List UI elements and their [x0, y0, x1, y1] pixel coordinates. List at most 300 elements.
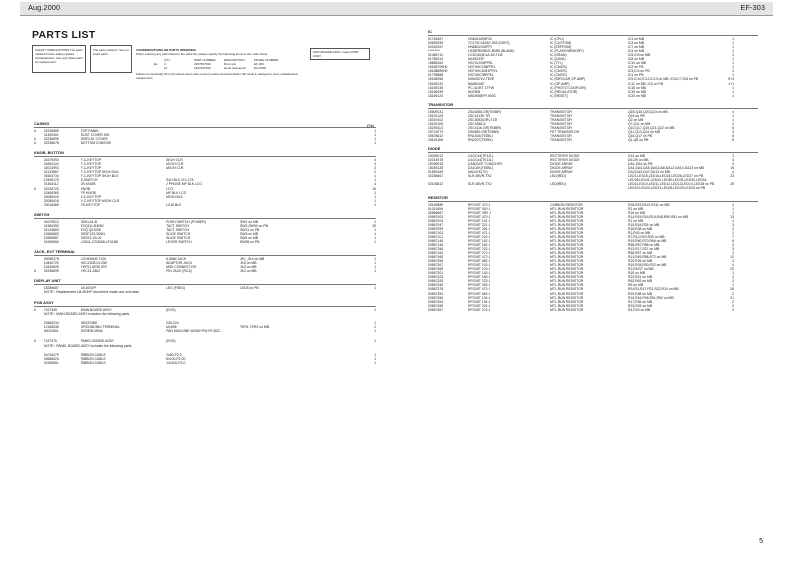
quantity: 4	[374, 158, 376, 163]
ordering-cell: 2347547000	[194, 66, 211, 71]
location: IC20 on MB	[628, 93, 646, 98]
description: RPC05T 472 J	[468, 255, 491, 260]
part-number: 02065415	[43, 194, 59, 199]
description: DA102K(TE85L)	[468, 166, 493, 171]
specification: IC (CMOS)	[550, 65, 567, 70]
location: TER1,TER2 on MB	[239, 325, 270, 330]
specification: MTL.RUN RESISTOR	[550, 275, 584, 280]
quantity: 29	[372, 223, 376, 228]
part-number: 02339561	[43, 360, 59, 365]
section-title: PCB ASSY	[34, 301, 376, 307]
section-title: CASING	[34, 122, 376, 128]
quantity: 1	[374, 339, 376, 344]
part-number: 02016369	[43, 202, 59, 207]
safety-mark	[34, 240, 44, 244]
quantity: 2	[732, 69, 734, 74]
part-number: *********	[428, 49, 440, 54]
specification: TACT SWITCH	[166, 223, 189, 228]
part-number: 15168396	[428, 77, 444, 82]
parts-section	[34, 213, 376, 244]
quantity: 1	[732, 57, 734, 62]
quantity: 8	[732, 133, 734, 138]
location: IC1 on PB	[628, 73, 644, 78]
description: RPC05T 104 J	[468, 295, 491, 300]
specification: TRANSISTOR	[550, 138, 572, 143]
part-number: 00567301	[428, 271, 444, 276]
description: LS001-C22DAB-LF415B	[80, 239, 118, 244]
description: YKF51-5039 2PZ	[80, 265, 107, 270]
specification: MTL.RUN RESISTOR	[550, 242, 584, 247]
description: RPC05T 154 J	[468, 299, 491, 304]
specification: IC (REGULATOR)	[550, 89, 578, 94]
left-parts-column	[34, 122, 376, 365]
description: FP-KNOB	[80, 190, 96, 195]
part-number: 00096378	[43, 257, 59, 262]
location	[240, 203, 366, 207]
description: 2SC3356-A	[468, 121, 486, 126]
description: RPC05T 272 J	[468, 251, 491, 256]
part-number: 00567467	[428, 307, 444, 312]
description: RPC05T 123 J	[468, 267, 491, 272]
specification: LED(RED)	[550, 174, 567, 179]
specification: MTL.RUN RESISTOR	[550, 234, 584, 239]
location: IC1 on MB	[628, 37, 645, 41]
header-model: EF-303	[740, 3, 765, 12]
location: R18,R38 on MB	[628, 226, 653, 231]
safety-mark	[34, 203, 44, 207]
specification: IC (TTL)	[550, 61, 563, 66]
quantity: 1	[374, 174, 376, 179]
quantity: 2	[732, 53, 734, 58]
quantity: 1	[374, 231, 376, 236]
quantity: 3	[732, 222, 734, 227]
part-row	[34, 141, 376, 145]
quantity: 4	[732, 162, 734, 167]
part-number: 13440720	[43, 261, 59, 266]
quantity: 7	[732, 234, 734, 239]
quantity: 4	[732, 263, 734, 268]
section-title: DIODE	[428, 147, 758, 153]
part-number: 01679490	[43, 158, 59, 163]
parts-section	[34, 122, 376, 145]
part-number: 02236667	[428, 174, 444, 179]
specification: TRANSISTOR	[550, 113, 572, 118]
location: R1 on MB	[628, 218, 644, 223]
quantity: 4	[732, 158, 734, 163]
specification: MTL.RUN RESISTOR	[550, 279, 584, 284]
location: LED28,LED41,LED42,LED30,LED31,LED33,LED34,	[628, 178, 708, 183]
description: SLR-56VR-TX2	[468, 174, 492, 179]
part-number: 15609131	[428, 109, 444, 114]
location: Q1B,Q15,Q20,Q23 on MB	[628, 109, 668, 114]
location: SW31 on PB	[239, 227, 260, 232]
part-number: 00567325	[428, 279, 444, 284]
specification: TRANSISTOR	[550, 109, 572, 114]
quantity: 1	[374, 190, 376, 195]
part-number: 00567003	[428, 214, 444, 219]
description: RPC05T 274 J	[468, 307, 491, 312]
specification: IC (CMOS)	[550, 73, 567, 78]
quantity: 2	[732, 307, 734, 312]
description: MA147K(TX)	[468, 170, 488, 175]
location: R15 on MB	[628, 271, 645, 276]
description: DISPLAY COVER	[80, 137, 108, 142]
quantity: 1	[732, 37, 734, 41]
part-number: 15719270	[428, 129, 444, 134]
ordering-cell: DA-015D	[254, 66, 267, 71]
description: HEATSINK	[80, 321, 98, 326]
part-number	[428, 186, 468, 190]
location: Q7,Q11 on MB	[628, 121, 651, 126]
part-number: 01893169	[428, 170, 444, 175]
part-number: 15169123	[428, 93, 444, 98]
quantity: 1	[374, 202, 376, 207]
location	[240, 339, 366, 343]
location: R56,R57 on MB	[628, 251, 653, 256]
part-number: 00678612	[428, 133, 444, 138]
quantity: 1	[374, 308, 376, 313]
description: U1GC44(TE12L)	[468, 154, 494, 159]
part-number: 02236678	[43, 141, 59, 146]
quantity: 1	[374, 269, 376, 274]
part-number: 01795888	[428, 73, 444, 78]
specification: TRANSISTOR	[550, 117, 572, 122]
description: F-C-KEYTOP	[80, 162, 102, 167]
description: BA6604AF	[468, 81, 485, 86]
part-number: 15119108	[428, 121, 443, 126]
description: HEC2305-01-050	[80, 261, 108, 266]
part-number: 00567356	[428, 259, 444, 264]
location: R16 on MB	[628, 210, 645, 215]
part-number: 7167349	[43, 308, 57, 313]
page-number: 5	[759, 538, 763, 545]
part-number: 00567459	[428, 303, 444, 308]
description: LH28F800BVE-BV85 (BLANK)	[468, 49, 515, 54]
section-title: RESISTOR	[428, 196, 758, 202]
location: R3,R5,R7 on MB	[628, 267, 654, 272]
location: Q10,Q17,Q19,Q21,Q22 on MB	[628, 125, 675, 130]
part-row	[34, 240, 376, 244]
specification: LED(RED)	[550, 182, 567, 187]
part-number: 00567369	[428, 267, 444, 272]
location: R18,R19,R110,R111 on MB	[628, 202, 670, 207]
location: D13 on MB	[628, 154, 645, 159]
location: SW4 on MB	[239, 235, 259, 240]
description: YKC21-3362	[80, 269, 101, 274]
ordering-title: CONSIDERATIONS ON PARTS ORDERING	[136, 48, 197, 52]
description: KNOB	[80, 186, 91, 191]
description: AN7805	[468, 89, 481, 94]
location: R17,R36 on MB	[628, 299, 653, 304]
part-number: 15119128	[428, 113, 443, 118]
quantity: 2	[732, 230, 734, 235]
part-number: 00567160	[428, 251, 444, 256]
part-number: 02232267	[428, 45, 444, 50]
ordering-row	[154, 66, 306, 70]
location: R22,R41 on MB	[628, 275, 653, 280]
part-number: 00567047	[428, 222, 444, 227]
ordering-cell: Ex.	[154, 62, 159, 67]
quantity: 2	[732, 251, 734, 256]
description: RN2207(TE85L)	[468, 138, 493, 143]
description: F-C-KEYTOP SK1H BLK	[80, 174, 119, 179]
quantity: 1	[374, 329, 376, 334]
location: R7,R12,R20,R30 on MB	[628, 234, 665, 239]
specification: 2x50-P2.0	[166, 352, 182, 357]
specification: DIODE ARRAY	[550, 170, 573, 175]
quantity: 1	[732, 117, 734, 122]
description: YS-KEYTOP	[80, 202, 100, 207]
description: RPC05T 221 J	[468, 222, 491, 227]
specification: SLIDE SWITCH	[166, 231, 191, 236]
specification: ADAPTOR JACK	[166, 261, 193, 266]
part-number: 40011501	[43, 329, 59, 334]
quantity: 1	[732, 85, 734, 90]
quantity: 2	[732, 279, 734, 284]
specification: IC (BIPOLAR OP AMP)	[550, 77, 586, 82]
quantity: 26	[730, 287, 734, 292]
quantity: 1	[374, 265, 376, 270]
specification: 14x100-P2.0	[166, 360, 186, 365]
specification: MX1H CLR	[166, 166, 184, 171]
part-number: 02065416	[43, 198, 59, 203]
part-number: 15168689H0	[428, 69, 448, 74]
description: RPC05T 331 J	[468, 226, 491, 231]
specification: DIODE ARRAY	[550, 162, 573, 167]
part-number: 23465234	[43, 321, 59, 326]
description: MAIN BOARD ASSY	[80, 308, 112, 313]
part-number: 15168709H0	[428, 65, 448, 70]
description: RPC05T 000 J	[468, 206, 491, 211]
specification: M1696	[166, 325, 177, 330]
part-number: 01746367	[428, 37, 444, 41]
part-number: 01679512	[43, 219, 59, 224]
description: RPC05T 222 J	[468, 247, 491, 252]
safety-mark: #	[34, 308, 36, 313]
description: Y-C-KEYTOP MX2H CLR	[80, 198, 120, 203]
part-number: 00686623	[43, 356, 59, 361]
parts-section	[428, 103, 758, 142]
safety-mark	[34, 286, 44, 290]
location: SW3 on MB	[239, 231, 259, 236]
quantity: 1	[374, 235, 376, 240]
quantity: 3	[732, 247, 734, 252]
quantity: 1	[374, 239, 376, 244]
quantity: 3	[732, 129, 734, 134]
location: R15,R18,R34 on MB	[628, 222, 660, 227]
specification: 245-224	[166, 321, 179, 326]
quantity: 23	[730, 174, 734, 179]
quantity: 1	[732, 61, 734, 66]
location: JK5 on MB	[239, 261, 257, 266]
specification: (EXG)	[166, 308, 176, 313]
parts-section	[34, 301, 376, 333]
part-number: 01459401	[43, 133, 59, 138]
description: F-C-KEYTOP	[80, 166, 102, 171]
ordering-failure-text: Failure to completely fill in the above items with correct number and description will result in delayed or even unaddressed replacement.	[136, 72, 298, 81]
quantity: 1	[374, 141, 376, 146]
quantity: 1	[374, 194, 376, 199]
location: IC19 on MB	[628, 89, 646, 94]
description: SSSS2-23-01	[80, 235, 102, 240]
parts-section	[428, 147, 758, 190]
ordering-cell: 2367807000	[194, 62, 211, 67]
quantity: 1	[732, 93, 734, 98]
location: R13,R49,R58,R72 on MB	[628, 255, 667, 260]
quantity: 25	[730, 182, 734, 187]
safety-mark	[34, 329, 44, 333]
part-number: 00567367	[428, 263, 444, 268]
part-number: 00693259	[428, 41, 444, 46]
location: R2,R43 on MB	[628, 230, 651, 235]
location: R1 on MB	[628, 206, 644, 211]
location: SW1 on MB	[239, 219, 259, 224]
location: R19,R38 on MB	[628, 291, 653, 296]
quantity: 1	[732, 113, 734, 118]
location: SW36 on PB	[239, 239, 260, 244]
description: F-C-KEYTOP	[80, 158, 102, 163]
section-note: NOTE : MAIN BOARD ASSY includes the following parts.	[44, 312, 131, 317]
part-row	[428, 138, 758, 142]
ordering-cell	[154, 66, 164, 70]
specification: FET TRANSISTOR	[550, 129, 580, 134]
specification: MTL.RUN RESISTOR	[550, 238, 584, 243]
quantity: 2	[732, 226, 734, 231]
part-number: 01780012	[428, 57, 444, 62]
location: JK3 on MB	[239, 265, 257, 270]
specification: 6.5MM JACK	[166, 257, 187, 262]
part-number: 00567390	[428, 291, 444, 296]
marked-note-box	[90, 45, 132, 73]
location: IC10 on MB	[628, 61, 646, 66]
description: HD6413005F20	[468, 37, 492, 41]
description: GROUNDING TERMINAL	[80, 325, 120, 330]
part-number: 7167376	[43, 339, 57, 344]
description: PC-410KT 1TFW	[468, 85, 494, 90]
quantity: 1	[374, 178, 376, 183]
specification: IC (PHOTO COUPLER)	[550, 85, 586, 90]
specification: IC (DRAM)	[550, 53, 567, 58]
part-number: 02236723	[43, 186, 59, 191]
specification: PIN JACK (RCA)	[166, 269, 192, 274]
description: LGHK6009-7100	[80, 257, 107, 262]
specification: MX2H BLK	[166, 194, 183, 199]
part-number: 01603734	[43, 174, 59, 179]
part-row	[34, 203, 376, 207]
description: SDKLA1-B	[80, 219, 98, 224]
quantity: 1	[732, 271, 734, 276]
description: Y-C-KEYTOP	[80, 194, 101, 199]
quantity: 1	[732, 218, 734, 223]
part-number: 02236689	[43, 129, 59, 133]
location: R6 on MB	[628, 283, 644, 288]
description: U1GC44(TE12L)	[468, 158, 494, 163]
specification: MTL.RUN RESISTOR	[550, 206, 584, 211]
part-number: 00567145	[428, 238, 444, 243]
specification: TRANSISTOR	[550, 121, 572, 126]
description: 2SC3052(GR)-T1B	[468, 117, 497, 122]
part-number: 00567165	[428, 255, 444, 260]
location: R56,R57,R58 on MB	[628, 242, 660, 247]
parts-section	[34, 250, 376, 273]
part-number: 15119168	[428, 138, 443, 143]
quantity: 1	[374, 261, 376, 266]
location: R19,R28,R30,R32 on MB	[628, 263, 667, 268]
specification: PAN MACHINE W/SW+PW FE BZC	[166, 329, 221, 334]
part-number: 12666663	[43, 231, 59, 236]
ordering-header-cell: PART NUMBER	[194, 58, 216, 62]
part-number: 01604124	[43, 162, 59, 167]
description: RPC05T 683 J	[468, 291, 491, 296]
quantity: 2	[374, 170, 376, 175]
location: R4,R23 on MB	[628, 307, 651, 312]
ordering-example-table	[154, 58, 306, 70]
quantity: 1	[732, 73, 734, 78]
part-number: 15039128	[428, 166, 444, 171]
description: HN58X2432FPI	[468, 45, 492, 50]
specification: CARBON RESISTOR	[550, 202, 583, 207]
specification: LX16 BLK	[166, 202, 182, 207]
ordering-text: When ordering any parts listed in the parts list, please specify the following items in the order sheet.	[136, 52, 269, 56]
part-number: 02466360	[43, 190, 59, 195]
specification: DIODE ARRAY	[550, 166, 573, 171]
location: IC2 on PB	[628, 65, 644, 70]
location: R15,R16,R45,R51,R52 on MB	[628, 295, 674, 300]
part-number: 02133867	[43, 170, 59, 175]
ordering-header-cell: MODEL NUMBER	[254, 58, 279, 62]
quantity: 1+1	[728, 81, 734, 86]
safety-mark: #	[34, 129, 36, 133]
location: Q1-Q8 on PB	[628, 138, 649, 143]
ordering-cell: 10	[164, 66, 168, 71]
description: EVQ11L4HK50	[80, 223, 104, 228]
safety-mark	[34, 361, 44, 365]
safety-mark: #	[34, 186, 36, 191]
parts-section	[34, 279, 376, 295]
specification: RECTIFIER DIODE	[550, 158, 580, 163]
specification: MTL.RUN RESISTOR	[550, 247, 584, 252]
specification: SLIDE SWITCH	[166, 235, 191, 240]
description: PANEL BOARD ASSY	[80, 339, 115, 344]
description: DUST COVER SW	[80, 133, 110, 138]
part-number: 00566687	[428, 210, 444, 215]
specification: MTL.RUN RESISTOR	[550, 291, 584, 296]
safety-note-text: SAFETY PRECAUTIONS The parts marked # have safety-related characteristics. Use only listed parts for replacement.	[35, 48, 83, 64]
location: R19,R60,R70,R66 on MB	[628, 238, 667, 243]
description: RPC05T 103 J	[468, 263, 491, 268]
part-number: 00567099	[428, 226, 444, 231]
quantity: 2	[732, 259, 734, 264]
part-number: 12156636	[43, 325, 59, 330]
page-header	[20, 2, 773, 16]
location: DA2,DA3,DA7,DA13 on MB	[628, 170, 670, 175]
location: Q16-Q17 on PB	[628, 133, 653, 138]
location: IC5,IC6 on MB	[628, 53, 651, 58]
specification: IC (EEPROM)	[550, 45, 572, 50]
safety-mark: #	[34, 339, 36, 344]
location: JK1_JK4 on MB	[239, 257, 265, 262]
quantity: 1	[374, 227, 376, 232]
location: Q2 on MB	[628, 117, 644, 122]
quantity: 2	[732, 291, 734, 296]
description: HD74HC08FPEL	[468, 73, 494, 78]
description: RPC05T 152 J	[468, 238, 491, 243]
part-number: 01363112	[43, 182, 59, 187]
specification: MTL.RUN RESISTOR	[550, 222, 584, 227]
part-row	[34, 329, 376, 333]
quantity: 21	[730, 295, 734, 300]
specification: IC (CUSTOM)	[550, 41, 572, 46]
